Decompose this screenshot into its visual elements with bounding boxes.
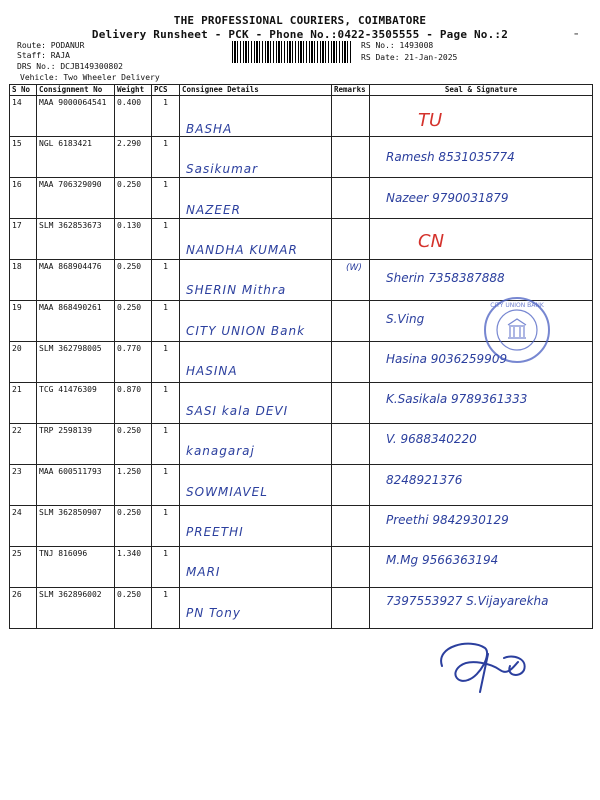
cell-weight: 0.250 bbox=[115, 424, 152, 465]
handwritten-seal-note: V. 9688340220 bbox=[386, 432, 477, 447]
cell-sno: 18 bbox=[10, 260, 37, 301]
cell-remarks bbox=[332, 506, 370, 547]
handwritten-consignee: HASINA bbox=[186, 363, 238, 378]
cell-consignment: MAA 600511793 bbox=[37, 465, 115, 506]
cell-remarks bbox=[332, 547, 370, 588]
cell-pcs: 1 bbox=[152, 588, 180, 629]
company-title: THE PROFESSIONAL COURIERS, COIMBATORE bbox=[173, 14, 427, 27]
staff-signature bbox=[430, 636, 540, 696]
handwritten-consignee: NANDHA KUMAR bbox=[186, 242, 298, 257]
cell-sno: 24 bbox=[10, 506, 37, 547]
cell-weight: 0.250 bbox=[115, 588, 152, 629]
handwritten-consignee: CITY UNION Bank bbox=[186, 323, 306, 338]
cell-sno: 25 bbox=[10, 547, 37, 588]
cell-consignment: NGL 6183421 bbox=[37, 137, 115, 178]
handwritten-consignee: SHERIN Mithra bbox=[186, 283, 287, 298]
cell-weight: 0.250 bbox=[115, 506, 152, 547]
cell-weight: 0.250 bbox=[115, 260, 152, 301]
cell-sno: 22 bbox=[10, 424, 37, 465]
cell-sno: 21 bbox=[10, 383, 37, 424]
handwritten-seal-note: S.Ving bbox=[386, 311, 425, 326]
column-header: Consignment No bbox=[37, 85, 115, 96]
cell-remarks bbox=[332, 342, 370, 383]
cell-consignment: TNJ 816096 bbox=[37, 547, 115, 588]
cell-consignment: TRP 2598139 bbox=[37, 424, 115, 465]
cell-weight: 1.340 bbox=[115, 547, 152, 588]
cell-weight: 1.250 bbox=[115, 465, 152, 506]
cell-sno: 20 bbox=[10, 342, 37, 383]
cell-remarks bbox=[332, 137, 370, 178]
cell-remarks bbox=[332, 178, 370, 219]
rs-number: RS No.: 1493008 bbox=[361, 41, 434, 50]
cell-sno: 19 bbox=[10, 301, 37, 342]
handwritten-consignee: kanagaraj bbox=[186, 444, 255, 459]
column-header: Remarks bbox=[332, 85, 370, 96]
cell-pcs: 1 bbox=[152, 96, 180, 137]
handwritten-consignee: SOWMIAVEL bbox=[186, 484, 268, 499]
cell-consignment: SLM 362853673 bbox=[37, 219, 115, 260]
vehicle-label: Vehicle: Two Wheeler Delivery bbox=[20, 73, 160, 82]
cell-remarks bbox=[332, 96, 370, 137]
cell-pcs: 1 bbox=[152, 178, 180, 219]
corner-mark: - bbox=[572, 26, 581, 42]
bank-seal-stamp bbox=[482, 295, 552, 365]
cell-pcs: 1 bbox=[152, 219, 180, 260]
cell-consignment: MAA 9000064541 bbox=[37, 96, 115, 137]
stamp-text: CITY UNION BANK bbox=[490, 302, 544, 309]
table-header-row bbox=[10, 85, 593, 96]
handwritten-consignee: Sasikumar bbox=[186, 162, 259, 177]
cell-weight: 2.290 bbox=[115, 137, 152, 178]
cell-sno: 23 bbox=[10, 465, 37, 506]
handwritten-consignee: PN Tony bbox=[186, 605, 241, 620]
cell-pcs: 1 bbox=[152, 137, 180, 178]
table-row bbox=[10, 465, 593, 506]
cell-pcs: 1 bbox=[152, 547, 180, 588]
column-header: Seal & Signature bbox=[370, 85, 593, 96]
handwritten-consignee: MARI bbox=[186, 565, 221, 580]
handwritten-remark: (W) bbox=[346, 263, 362, 274]
route-label: Route: PODANUR bbox=[17, 41, 85, 50]
cell-weight: 0.870 bbox=[115, 383, 152, 424]
cell-weight: 0.250 bbox=[115, 301, 152, 342]
handwritten-seal-note: Nazeer 9790031879 bbox=[386, 190, 509, 205]
handwritten-seal-note: Sherin 7358387888 bbox=[386, 271, 505, 286]
staff-label: Staff: RAJA bbox=[17, 51, 70, 60]
table-row bbox=[10, 219, 593, 260]
cell-remarks bbox=[332, 219, 370, 260]
cell-weight: 0.770 bbox=[115, 342, 152, 383]
cell-remarks bbox=[332, 383, 370, 424]
cell-consignment: MAA 868904476 bbox=[37, 260, 115, 301]
cell-weight: 0.250 bbox=[115, 178, 152, 219]
cell-pcs: 1 bbox=[152, 506, 180, 547]
cell-consignment: MAA 706329090 bbox=[37, 178, 115, 219]
cell-sno: 15 bbox=[10, 137, 37, 178]
handwritten-seal-note: 8248921376 bbox=[386, 472, 463, 487]
handwritten-seal-note: Hasina 9036259909 bbox=[386, 351, 508, 366]
table-row bbox=[10, 547, 593, 588]
cell-pcs: 1 bbox=[152, 301, 180, 342]
handwritten-seal-note: K.Sasikala 9789361333 bbox=[386, 392, 528, 407]
handwritten-seal-note: Ramesh 8531035774 bbox=[386, 150, 515, 165]
handwritten-seal-note: TU bbox=[418, 110, 443, 131]
cell-pcs: 1 bbox=[152, 465, 180, 506]
handwritten-seal-note: 7397553927 S.Vijayarekha bbox=[386, 593, 549, 608]
cell-pcs: 1 bbox=[152, 424, 180, 465]
cell-consignment: SLM 362850907 bbox=[37, 506, 115, 547]
handwritten-consignee: BASHA bbox=[186, 122, 233, 136]
cell-consignment: SLM 362798005 bbox=[37, 342, 115, 383]
cell-pcs: 1 bbox=[152, 342, 180, 383]
handwritten-consignee: SASI kala DEVI bbox=[186, 404, 289, 419]
cell-pcs: 1 bbox=[152, 260, 180, 301]
cell-remarks bbox=[332, 424, 370, 465]
table-row bbox=[10, 96, 593, 137]
cell-sno: 14 bbox=[10, 96, 37, 137]
column-header: S No bbox=[10, 85, 37, 96]
column-header: PCS bbox=[152, 85, 180, 96]
cell-sno: 17 bbox=[10, 219, 37, 260]
cell-pcs: 1 bbox=[152, 383, 180, 424]
handwritten-seal-note: CN bbox=[418, 230, 445, 252]
column-header: Weight bbox=[115, 85, 152, 96]
handwritten-consignee: NAZEER bbox=[186, 202, 241, 217]
rs-date: RS Date: 21-Jan-2025 bbox=[361, 53, 458, 62]
cell-seal bbox=[370, 96, 593, 137]
drs-number: DRS No.: DCJB149300802 bbox=[17, 62, 123, 71]
handwritten-seal-note: Preethi 9842930129 bbox=[386, 513, 509, 527]
cell-remarks bbox=[332, 301, 370, 342]
cell-seal bbox=[370, 219, 593, 260]
cell-sno: 16 bbox=[10, 178, 37, 219]
handwritten-seal-note: M.Mg 9566363194 bbox=[386, 553, 499, 568]
cell-consignment: MAA 868490261 bbox=[37, 301, 115, 342]
cell-weight: 0.400 bbox=[115, 96, 152, 137]
cell-consignment: SLM 362896002 bbox=[37, 588, 115, 629]
barcode bbox=[232, 41, 352, 63]
handwritten-consignee: PREETHI bbox=[186, 525, 244, 539]
cell-remarks bbox=[332, 588, 370, 629]
cell-sno: 26 bbox=[10, 588, 37, 629]
table-row bbox=[10, 424, 593, 465]
runsheet-subtitle: Delivery Runsheet - PCK - Phone No.:0422-3505555 - Page No.:2 bbox=[91, 28, 509, 41]
column-header: Consignee Details bbox=[180, 85, 332, 96]
cell-consignment: TCG 41476309 bbox=[37, 383, 115, 424]
cell-weight: 0.130 bbox=[115, 219, 152, 260]
cell-remarks bbox=[332, 465, 370, 506]
